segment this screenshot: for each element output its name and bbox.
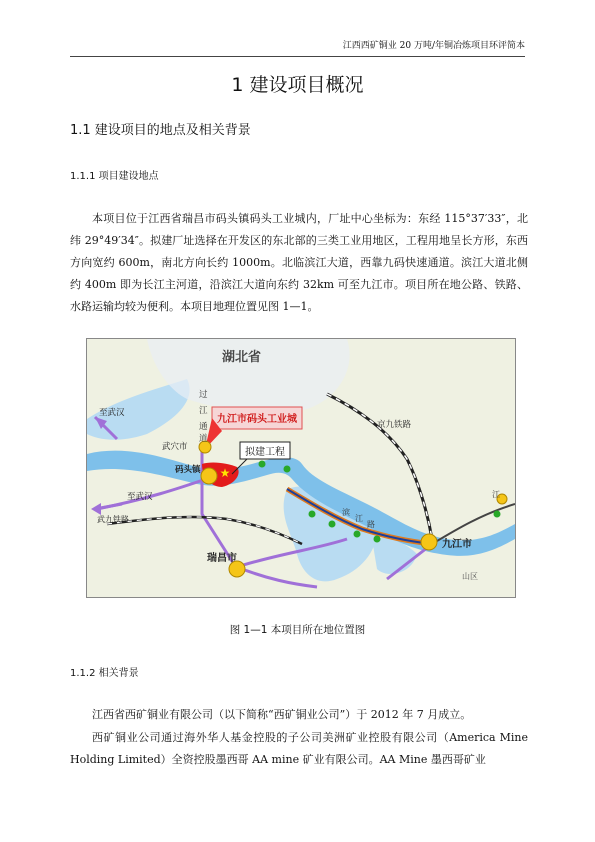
riverside-label-3: 路 bbox=[367, 520, 375, 529]
industrial-city-label: 九江市码头工业城 bbox=[217, 414, 297, 425]
shan-label: 山区 bbox=[462, 572, 478, 581]
crossing-label-4: 道 bbox=[199, 434, 208, 444]
paragraph-company: 江西省西矿铜业有限公司（以下简称“西矿铜业公司”）于 2012 年 7 月成立。 bbox=[92, 708, 472, 721]
wuxue-label: 武穴市 bbox=[162, 442, 188, 452]
jiujiang-label: 九江市 bbox=[442, 539, 472, 550]
matou-town-marker bbox=[201, 468, 217, 484]
paragraph-holding: 西矿铜业公司通过海外华人基金控股的子公司美洲矿业控股有限公司（America Mine Holding Limited）全资控股墨西哥 AA mine 矿业有限公司。AA Mine 墨西哥矿业 bbox=[70, 731, 528, 766]
to-wuhan-label-1: 至武汉 bbox=[99, 408, 125, 418]
right-edge-label: 江 bbox=[492, 490, 500, 499]
project-label: 拟建工程 bbox=[245, 447, 285, 458]
figure-caption: 图 1—1 本项目所在地位置图 bbox=[229, 624, 366, 636]
jiujiang-city-marker bbox=[421, 534, 437, 550]
crossing-label-1: 过 bbox=[199, 390, 208, 400]
matou-label: 码头镇 bbox=[175, 465, 201, 475]
riverside-label-2: 江 bbox=[355, 514, 363, 523]
section-heading-1-1-2: 1.1.2 相关背景 bbox=[70, 668, 139, 679]
crossing-label-2: 江 bbox=[199, 406, 208, 416]
to-wuhan-label-2: 至武汉 bbox=[127, 492, 153, 502]
ruichang-label: 瑞昌市 bbox=[207, 553, 237, 564]
jingjiu-railway-label: 京九铁路 bbox=[377, 420, 412, 430]
page-header: 江西西矿铜业 20 万吨/年铜冶炼项目环评简本 bbox=[70, 36, 525, 57]
crossing-label-3: 通 bbox=[199, 422, 208, 432]
paragraph-location: 本项目位于江西省瑞昌市码头镇码头工业城内，厂址中心坐标为：东经 115°37′33″，北纬 29°49′34″。拟建厂址选择在开发区的东北部的三类工业用地区，工程用地呈长方形，东西方向宽约 600m，南北方向长约 1000m。北临滨江大道，西靠九码快速通道。滨江大道北侧约 400m 即为长江主河道，沿滨江大道向东约 32km 可至九江市。项目所在地公路、铁路、水路运输均较为便利。本项目地理位置见图 1—1。 bbox=[70, 212, 528, 313]
section-heading-1-1: 1.1 建设项目的地点及相关背景 bbox=[70, 123, 251, 138]
chapter-title: 1 建设项目概况 bbox=[231, 74, 364, 96]
location-map bbox=[86, 338, 516, 598]
riverside-label-1: 滨 bbox=[342, 508, 350, 517]
section-heading-1-1-1: 1.1.1 项目建设地点 bbox=[70, 171, 159, 182]
project-star-icon: ★ bbox=[219, 466, 231, 480]
province-label: 湖北省 bbox=[222, 350, 262, 365]
wujiu-railway-label: 武九铁路 bbox=[97, 515, 129, 524]
